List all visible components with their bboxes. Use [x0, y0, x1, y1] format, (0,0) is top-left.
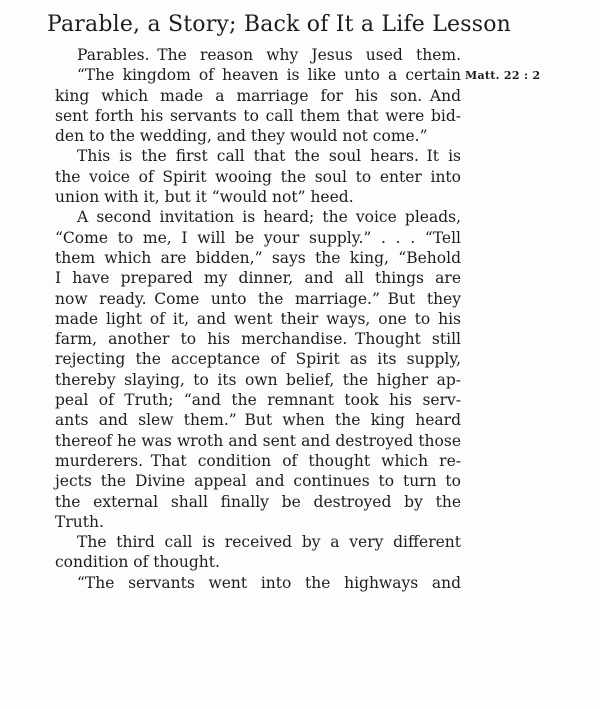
- paragraph: [55, 573, 461, 593]
- text-line: king which made a marriage for his son. And: [55, 86, 461, 105]
- page-title: Parable, a Story; Back of It a Life Lesson: [46, 12, 512, 37]
- text-line: peal of Truth; “and the remnant took his serv-: [55, 391, 461, 410]
- text-line: jects the Divine appeal and continues to turn to: [55, 472, 461, 491]
- text-line: farm, another to his merchandise. Thought still: [55, 330, 461, 349]
- text-line: union with it, but it “would not” heed.: [55, 188, 354, 207]
- text-line: Truth.: [55, 512, 104, 531]
- text-line: Parables. The reason why Jesus used them.: [77, 46, 461, 64]
- text-line: This is the first call that the soul hears. It is: [77, 147, 461, 166]
- text-line: now ready. Come unto the marriage.” But they: [55, 289, 461, 308]
- body-text-column: [55, 45, 461, 593]
- paragraph: [55, 65, 461, 146]
- text-line: ants and slew them.” But when the king heard: [55, 411, 461, 430]
- text-line: A second invitation is heard; the voice pleads,: [77, 208, 461, 227]
- text-line: made light of it, and went their ways, one to his: [55, 309, 461, 328]
- text-line: murderers. That condition of thought which re-: [55, 451, 461, 470]
- text-line: The third call is received by a very different: [77, 533, 461, 552]
- text-line: thereby slaying, to its own belief, the higher ap-: [55, 370, 461, 389]
- text-line: den to the wedding, and they would not come.”: [55, 127, 428, 146]
- text-line: I have prepared my dinner, and all things are: [55, 269, 461, 288]
- text-line: “Come to me, I will be your supply.” . . . “Tell: [55, 228, 461, 247]
- paragraph: [55, 146, 461, 207]
- text-line: rejecting the acceptance of Spirit as its supply,: [55, 350, 461, 369]
- text-line: sent forth his servants to call them that were bid-: [55, 106, 461, 125]
- text-line: the external shall finally be destroyed by the: [55, 492, 461, 511]
- text-line: the voice of Spirit wooing the soul to enter into: [55, 167, 461, 186]
- paragraph: [55, 207, 461, 532]
- paragraph: [55, 45, 461, 65]
- text-line: “The servants went into the highways and: [77, 573, 461, 592]
- paragraph: [55, 532, 461, 573]
- text-line: “The kingdom of heaven is like unto a certain: [77, 66, 461, 85]
- text-line: thereof he was wroth and sent and destroyed those: [55, 431, 461, 450]
- scripture-reference-note: Matt. 22 : 2: [465, 69, 541, 82]
- text-line: them which are bidden,” says the king, “Behold: [55, 248, 461, 267]
- text-line: condition of thought.: [55, 553, 220, 572]
